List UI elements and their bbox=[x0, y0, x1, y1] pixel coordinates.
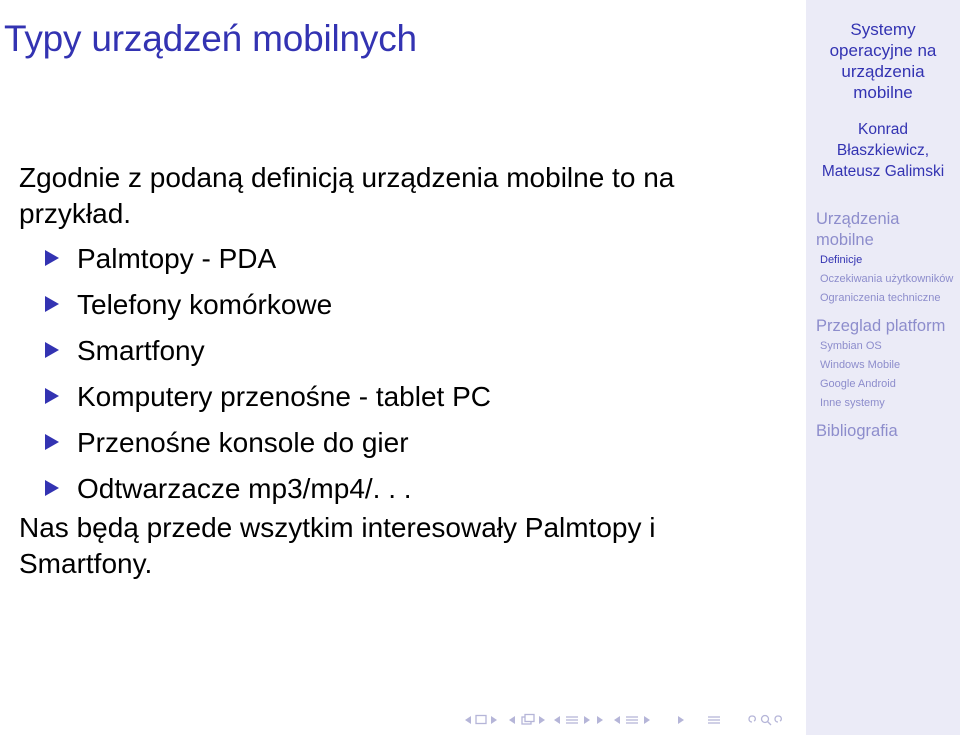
sidebar-title-line: operacyjne na bbox=[829, 41, 937, 60]
list-item-label: Przenośne konsole do gier bbox=[77, 427, 409, 458]
sidebar-item-windows-mobile[interactable]: Windows Mobile bbox=[820, 359, 901, 371]
frame-title: Typy urządzeń mobilnych bbox=[4, 18, 417, 59]
bullet-triangle-icon bbox=[45, 296, 59, 312]
sidebar-section-urzadzenia-mobilne[interactable] bbox=[816, 209, 960, 251]
outro-text: Nas będą przede wszytkim interesowały Palmtopy i Smartfony. bbox=[19, 512, 656, 579]
sidebar-title-line: urządzenia bbox=[841, 62, 925, 81]
nav-align-icon[interactable] bbox=[708, 717, 720, 723]
sidebar-section-przeglad-platform[interactable]: Przeglad platform bbox=[816, 317, 946, 335]
list-item-label: Komputery przenośne - tablet PC bbox=[77, 381, 491, 412]
bullet-triangle-icon bbox=[45, 250, 59, 266]
list-item-label: Palmtopy - PDA bbox=[77, 243, 277, 274]
device-list bbox=[19, 240, 789, 510]
bullet-triangle-icon bbox=[45, 434, 59, 450]
navigation-bar bbox=[462, 712, 802, 728]
sidebar-section-label: mobilne bbox=[816, 231, 874, 249]
nav-next-icon[interactable] bbox=[597, 716, 684, 724]
sidebar-authors bbox=[806, 119, 960, 182]
sidebar-author-line: Błaszkiewicz, bbox=[836, 142, 930, 159]
nav-frame-icon[interactable] bbox=[509, 715, 545, 725]
bullet-triangle-icon bbox=[45, 480, 59, 496]
intro-text: Zgodnie z podaną definicją urządzenia mobilne to na przykład. bbox=[19, 162, 675, 229]
sidebar-author-line: Konrad bbox=[858, 121, 908, 138]
sidebar-title-line: mobilne bbox=[853, 83, 913, 102]
sidebar-section-label: Urządzenia bbox=[816, 210, 900, 228]
list-item bbox=[19, 424, 789, 470]
sidebar-title-line: Systemy bbox=[850, 20, 916, 39]
list-item bbox=[19, 240, 789, 286]
nav-first-icon[interactable] bbox=[465, 716, 497, 725]
slide-content bbox=[19, 160, 789, 582]
list-item bbox=[19, 378, 789, 424]
sidebar-presentation-title[interactable] bbox=[806, 0, 960, 103]
sidebar-item-ograniczenia[interactable]: Ograniczenia techniczne bbox=[820, 292, 941, 304]
sidebar-section-bibliografia[interactable]: Bibliografia bbox=[816, 422, 898, 440]
bullet-triangle-icon bbox=[45, 388, 59, 404]
list-item-label: Smartfony bbox=[77, 335, 205, 366]
nav-subsection-icon[interactable] bbox=[554, 716, 590, 724]
sidebar-item-oczekiwania[interactable]: Oczekiwania użytkowników bbox=[820, 273, 954, 285]
list-item-label: Telefony komórkowe bbox=[77, 289, 333, 320]
bullet-triangle-icon bbox=[45, 342, 59, 358]
nav-section-icon[interactable] bbox=[614, 716, 650, 724]
sidebar-item-definicje[interactable]: Definicje bbox=[820, 254, 863, 266]
sidebar-item-android[interactable]: Google Android bbox=[820, 378, 896, 390]
list-item-label: Odtwarzacze mp3/mp4/. . . bbox=[77, 473, 412, 504]
list-item bbox=[19, 332, 789, 378]
sidebar-item-inne[interactable]: Inne systemy bbox=[820, 397, 885, 409]
sidebar bbox=[806, 0, 960, 735]
nav-search-icon[interactable] bbox=[749, 716, 781, 726]
list-item bbox=[19, 286, 789, 332]
sidebar-toc bbox=[806, 209, 960, 442]
sidebar-author-line: Mateusz Galimski bbox=[821, 163, 945, 180]
list-item bbox=[19, 470, 789, 510]
sidebar-item-symbian[interactable]: Symbian OS bbox=[820, 340, 882, 352]
